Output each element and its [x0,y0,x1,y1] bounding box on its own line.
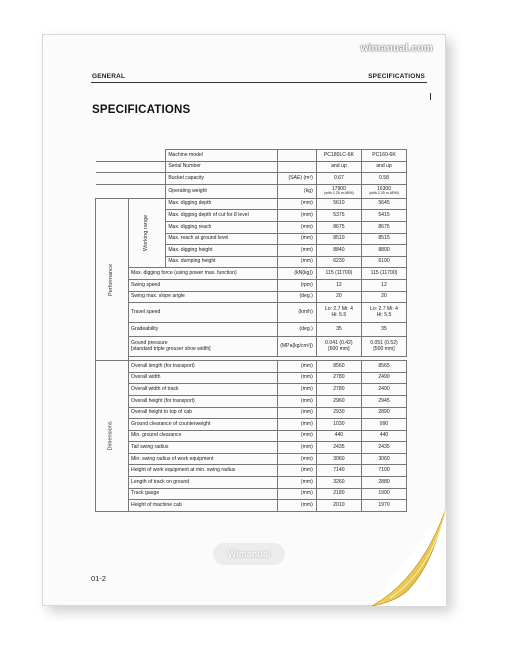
cell-col2: 35 [362,323,407,337]
table-row [96,198,407,210]
group-working-range [129,198,166,268]
cell-col2: 8675 [362,221,407,233]
row-label: Overall height to top of cab [129,407,277,419]
row-unit: (mm) [277,395,316,407]
cell-col2: 7100 [362,465,407,477]
header-rule [91,82,427,83]
row-label: Max. dumping height [166,256,277,268]
row-unit: (mm) [277,465,316,477]
row-unit [277,150,316,162]
row-unit: (mm) [277,210,316,222]
watermark-text: wimanual.com [360,43,433,54]
cell-col2: 6190 [362,256,407,268]
cell-col1: 2780 [316,372,361,384]
cell-col2: 12 [362,279,407,291]
row-unit: (kg) [277,184,316,198]
row-label: Machine model [166,150,277,162]
table-row [96,384,407,396]
table-row [96,407,407,419]
cell-col1: 3260 [316,477,361,489]
row-label: Max. reach at ground level [166,233,277,245]
cell-col2: 2490 [362,372,407,384]
group-performance [96,198,129,360]
cell-col1: 2960 [316,395,361,407]
row-unit: (mm) [277,442,316,454]
cell-col1: 35 [316,323,361,337]
row-label: Max. digging depth [166,198,277,210]
weight-value-col1: 17900 [331,185,346,192]
table-row [96,279,407,291]
cell-col1: 115 (11700) [316,268,361,280]
row-unit: (mm) [277,430,316,442]
margin-mark [430,93,431,100]
table-row [96,161,407,173]
cell-col2: 8565 [362,361,407,373]
row-label: Serial Number [166,161,277,173]
travel-col1-line2: Hi: 5.5 [331,311,347,318]
row-unit: (mm) [277,233,316,245]
cell-col1: and up [316,161,361,173]
cell-col2: 5645 [362,198,407,210]
row-label: Track gauge [129,488,277,500]
table-row [96,361,407,373]
row-unit: (kN{kg}) [277,268,316,280]
cell-col2: and up [362,161,407,173]
row-label: Overall width [129,372,277,384]
row-unit: (mm) [277,477,316,489]
row-label: Gradeability [129,323,277,337]
cell-col2 [362,337,407,357]
cell-col1 [316,337,361,357]
table-row [96,150,407,162]
cell-col2: 8800 [362,245,407,257]
cell-col1: 1030 [316,419,361,431]
row-unit: (rpm) [277,279,316,291]
row-label: Overall length (for transport) [129,361,277,373]
row-unit: (mm) [277,500,316,512]
cell-col1: 5610 [316,198,361,210]
table-row [96,268,407,280]
watermark-logo: Wimanual [213,543,285,565]
travel-col2-line2: Hi: 5.5 [376,311,392,318]
cell-col1: 8840 [316,245,361,257]
cell-col2: 3060 [362,453,407,465]
cell-col2: 0.58 [362,173,407,185]
cell-col2 [362,303,407,323]
ground-col2-line2: [500 mm] [373,345,395,352]
manual-page [42,34,446,606]
row-label: Min. ground clearance [129,430,277,442]
row-unit: (MPa{kg/cm²}) [277,337,316,357]
row-label: Swing speed [129,279,277,291]
row-unit: (mm) [277,221,316,233]
group-label: Performance [108,263,115,296]
specifications-table [95,149,407,512]
header-chapter: SPECIFICATIONS [368,73,425,80]
row-unit: (mm) [277,453,316,465]
cell-col1: 7140 [316,465,361,477]
cell-col1 [316,303,361,323]
cell-col1: 2780 [316,384,361,396]
cell-col2: 20 [362,291,407,303]
cell-col2: 2435 [362,442,407,454]
row-unit: (mm) [277,245,316,257]
model-col2: PC160-6K [362,150,407,162]
row-label: Max. digging force (using power max. function) [129,268,277,280]
table-row [96,323,407,337]
cell-col1: 2435 [316,442,361,454]
row-label: Bucket capacity [166,173,277,185]
cell-col2: 5415 [362,210,407,222]
weight-note-col1: (with 2.25 m ARM) [324,191,354,196]
row-unit: (deg.) [277,323,316,337]
row-unit: (mm) [277,256,316,268]
cell-col1: 440 [316,430,361,442]
row-label: Ground clearance of counterweight [129,419,277,431]
cell-col1: 12 [316,279,361,291]
cell-col1: 3060 [316,453,361,465]
cell-col2: 2945 [362,395,407,407]
row-unit: (mm) [277,419,316,431]
cell-col2: 2880 [362,477,407,489]
table-row [96,500,407,512]
weight-note-col2: (with 2.25 m ARM) [369,191,399,196]
ground-col1-line1: 0.041 (0.42) [325,340,353,347]
row-unit: (mm) [277,372,316,384]
cell-col1: 0.67 [316,173,361,185]
row-label: Max. digging height [166,245,277,257]
weight-value-col2: 16300 [376,185,392,192]
cell-col1 [316,184,361,198]
row-unit: (SAE) (m³) [277,173,316,185]
cell-col2: 115 (11700) [362,268,407,280]
row-unit: (mm) [277,198,316,210]
row-label: Overall width of track [129,384,277,396]
row-unit: (km/h) [277,303,316,323]
model-col1: PC180LC-6K [316,150,361,162]
cell-col1: 8510 [316,233,361,245]
table-row [96,291,407,303]
table-row [96,465,407,477]
travel-col2-line1: Lo: 2.7 Mi: 4 [369,306,399,313]
row-label: Max. digging depth of cut for 8 level [166,210,277,222]
cell-col1: 20 [316,291,361,303]
table-row [96,488,407,500]
table-row [96,442,407,454]
row-unit [277,161,316,173]
cell-col2: 990 [362,419,407,431]
row-label: Tail swing radius [129,442,277,454]
group-label: Dimensions [108,421,115,451]
cell-col2: 2890 [362,407,407,419]
cell-col2: 440 [362,430,407,442]
row-unit: (mm) [277,384,316,396]
group-dimensions [96,361,129,512]
table-row [96,173,407,185]
row-unit: (mm) [277,488,316,500]
row-label: Swing max. slope angle [129,291,277,303]
cell-col1: 2010 [316,500,361,512]
row-label: Operating weight [166,184,277,198]
row-label: Height of work equipment at min. swing radius [129,465,277,477]
cell-col1: 8675 [316,221,361,233]
table-row [96,453,407,465]
row-label: Length of track on ground [129,477,277,489]
table-row [96,303,407,323]
row-label: Height of machine cab [129,500,277,512]
cell-col1: 2180 [316,488,361,500]
cell-col1: 2930 [316,407,361,419]
row-label: Travel speed [129,303,277,323]
table-row [96,419,407,431]
ground-col2-line1: 0.051 (0.52) [370,340,398,347]
travel-col1-line1: Lo: 2.7 Mi: 4 [324,306,353,313]
row-unit: (deg.) [277,291,316,303]
cell-col2: 1990 [362,488,407,500]
header-section: GENERAL [92,73,126,80]
cell-col1: 5375 [316,210,361,222]
group-label: Working range [143,214,150,252]
ground-label-line1: Gound pressure [131,340,168,347]
page-title: SPECIFICATIONS [92,104,191,116]
row-unit: (mm) [277,407,316,419]
ground-label-line2: [standard triple grouser shoe width] [131,345,211,352]
table-row [96,477,407,489]
cell-col2: 8515 [362,233,407,245]
cell-col1: 6230 [316,256,361,268]
row-label: Max. digging reach [166,221,277,233]
cell-col2 [362,184,407,198]
row-label: Min. swing radius of work equipment [129,453,277,465]
row-label [129,337,277,357]
table-row [96,184,407,198]
cell-col1: 8560 [316,361,361,373]
cell-col2: 1970 [362,500,407,512]
row-unit: (mm) [277,361,316,373]
table-row [96,372,407,384]
page-number: 01-2 [91,574,107,583]
table-row [96,337,407,357]
table-row [96,430,407,442]
row-label: Overall height (for transport) [129,395,277,407]
ground-col1-line2: [600 mm] [328,345,350,352]
cell-col2: 2490 [362,384,407,396]
table-row [96,395,407,407]
